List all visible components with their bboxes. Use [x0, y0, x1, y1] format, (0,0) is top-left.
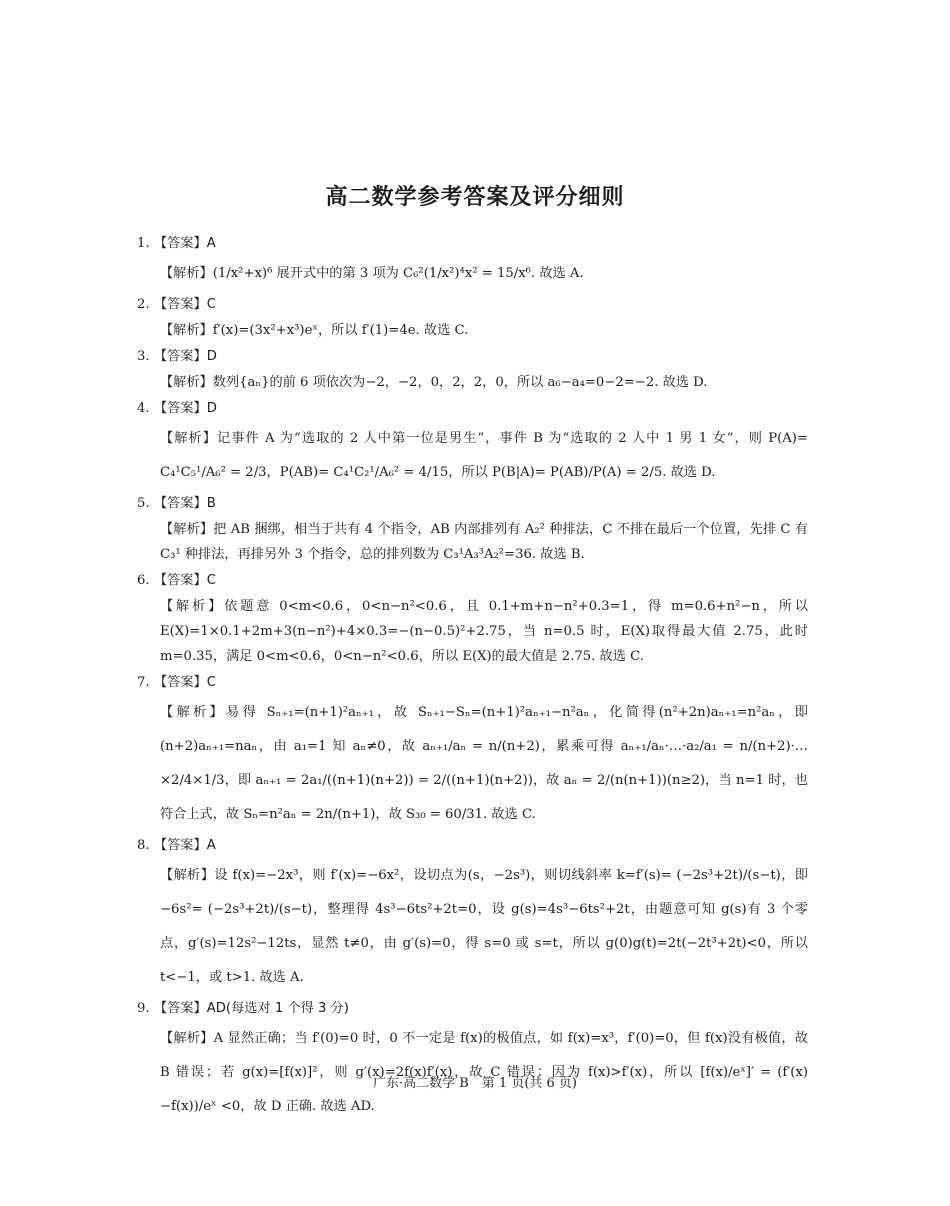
- question-number: 8.: [137, 838, 150, 853]
- question-3: [137, 346, 808, 395]
- page-footer: 广东·高二数学 B 第 1 页(共 6 页): [372, 1076, 578, 1091]
- analysis-text: 【解析】易得 Sₙ₊₁=(n+1)²aₙ₊₁，故 Sₙ₊₁−Sₙ=(n+1)²aₙ₊₁−n²aₙ，化简得(n²+2n)aₙ₊₁=n²aₙ，即(n+2)aₙ₊₁=naₙ，由 a₁=1 知 aₙ≠0，故 aₙ₊₁/aₙ = n/(n+2)，累乘可得 aₙ₊₁/aₙ·…·a₂/a₁ = n/(n+2)·…×2/4×1/3，即 aₙ₊₁ = 2a₁/((n+1)(n+2)) = 2/((n+1)(n+2))，故 aₙ = 2/(n(n+1))(n≥2)，当 n=1 时，也符合上式，故 Sₙ=n²aₙ = 2n/(n+1)，故 S₃₀ = 60/31. 故选 C.: [160, 705, 808, 822]
- question-number: 5.: [137, 496, 150, 511]
- question-number: 3.: [137, 349, 150, 364]
- answer-label: 【答案】C: [154, 675, 216, 690]
- answer-label: 【答案】C: [154, 573, 216, 588]
- question-1: [137, 233, 808, 291]
- question-7: [137, 672, 808, 832]
- answer-label: 【答案】AD(每选对 1 个得 3 分): [154, 1001, 349, 1016]
- question-4: [137, 398, 808, 490]
- question-number: 4.: [137, 401, 150, 416]
- page-title: 高二数学参考答案及评分细则: [325, 185, 625, 210]
- answer-label: 【答案】B: [154, 496, 216, 511]
- question-9: [137, 998, 808, 1124]
- question-number: 6.: [137, 573, 150, 588]
- analysis-text: 【解析】f′(x)=(3x²+x³)eˣ，所以 f′(1)=4e. 故选 C.: [160, 323, 469, 338]
- analysis-text: 【解析】(1/x²+x)⁶ 展开式中的第 3 项为 C₆²(1/x²)⁴x² = 15/x⁶. 故选 A.: [160, 266, 584, 281]
- question-number: 7.: [137, 675, 150, 690]
- answer-label: 【答案】A: [154, 838, 216, 853]
- analysis-text: 【解析】数列{aₙ}的前 6 项依次为−2，−2，0，2，2，0，所以 a₆−a₄=0−2=−2. 故选 D.: [160, 375, 708, 390]
- analysis-text: 【解析】设 f(x)=−2x³，则 f′(x)=−6x²，设切点为(s，−2s³)，则切线斜率 k=f′(s)= (−2s³+2t)/(s−t)，即−6s²= (−2s³+2t)/(s−t)，整理得 4s³−6ts²+2t=0，设 g(s)=4s³−6ts²+2t，由题意可知 g(s)有 3 个零点，g′(s)=12s²−12ts，显然 t≠0，由 g′(s)=0，得 s=0 或 s=t，所以 g(0)g(t)=2t(−2t³+2t)<0，所以 t<−1，或 t>1. 故选 A.: [160, 868, 808, 985]
- answer-list: [137, 230, 808, 1126]
- question-number: 9.: [137, 1001, 150, 1016]
- analysis-text: 【解析】A 显然正确；当 f′(0)=0 时，0 不一定是 f(x)的极值点，如 f(x)=x³，f′(0)=0，但 f(x)没有极值，故 B 错误；若 g(x)=[f(x)]²，则 g′(x)=2f(x)f′(x)，故 C 错误；因为 f(x)>f′(x)，所以 [f(x)/eˣ]′ = (f′(x)−f(x))/eˣ <0，故 D 正确. 故选 AD.: [160, 1031, 808, 1114]
- answer-label: 【答案】A: [154, 236, 216, 251]
- question-6: [137, 570, 808, 669]
- analysis-text: 【解析】记事件 A 为“选取的 2 人中第一位是男生”，事件 B 为“选取的 2 人中 1 男 1 女”，则 P(A)= C₄¹C₅¹/A₆² = 2/3，P(AB)= C₄¹C₂¹/A₆² = 4/15，所以 P(B|A)= P(AB)/P(A) = 2/5. 故选 D.: [160, 431, 808, 480]
- question-2: [137, 294, 808, 343]
- answer-label: 【答案】C: [154, 297, 216, 312]
- answer-label: 【答案】D: [154, 349, 217, 364]
- answer-label: 【答案】D: [154, 401, 217, 416]
- question-number: 1.: [137, 236, 150, 251]
- analysis-text: 【解析】把 AB 捆绑，相当于共有 4 个指令，AB 内部排列有 A₂² 种排法，C 不排在最后一个位置，先排 C 有 C₃¹ 种排法，再排另外 3 个指令，总的排列数为 C₃¹A₃³A₂²=36. 故选 B.: [160, 522, 808, 562]
- analysis-text: 【解析】依题意 0<m<0.6，0<n−n²<0.6，且 0.1+m+n−n²+0.3=1，得 m=0.6+n²−n，所以 E(X)=1×0.1+2m+3(n−n²)+4×0.3=−(n−0.5)²+2.75，当 n=0.5 时，E(X)取得最大值 2.75，此时 m=0.35，满足 0<m<0.6，0<n−n²<0.6，所以 E(X)的最大值是 2.75. 故选 C.: [160, 599, 808, 664]
- question-number: 2.: [137, 297, 150, 312]
- question-5: [137, 493, 808, 567]
- question-8: [137, 835, 808, 995]
